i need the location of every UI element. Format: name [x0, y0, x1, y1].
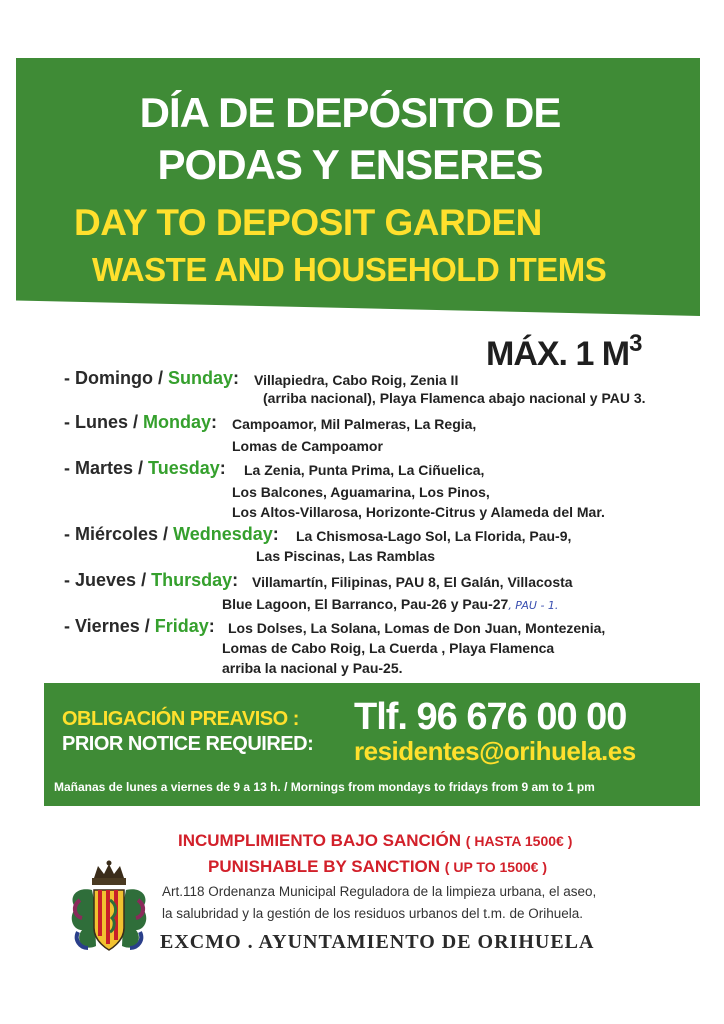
day-label-friday: - Viernes / Friday:: [64, 616, 215, 636]
handwritten-note: , PAU - 1.: [508, 599, 559, 612]
day-areas-tuesday: La Zenia, Punta Prima, La Ciñuelica,: [244, 462, 485, 478]
title-english-line1: DAY TO DEPOSIT GARDEN: [74, 202, 542, 243]
title-english-line2: WASTE AND HOUSEHOLD ITEMS: [92, 251, 607, 288]
office-hours: Mañanas de lunes a viernes de 9 a 13 h. / Mornings from mondays to fridays from 9 am to 1 pm: [54, 780, 595, 794]
day-areas-thursday: Blue Lagoon, El Barranco, Pau-26 y Pau-27, PAU - 1.: [222, 596, 559, 612]
day-areas-wednesday: Las Piscinas, Las Ramblas: [256, 548, 435, 564]
day-areas-wednesday: La Chismosa-Lago Sol, La Florida, Pau-9,: [296, 528, 572, 544]
regulation-line1: Art.118 Ordenanza Municipal Reguladora de la limpieza urbana, el aseo,: [162, 884, 597, 899]
day-label-thursday: - Jueves / Thursday:: [64, 570, 239, 590]
title-spanish-line2: PODAS Y ENSERES: [157, 141, 543, 188]
day-areas-thursday: Villamartín, Filipinas, PAU 8, El Galán, Villacosta: [252, 574, 573, 590]
authority-name: EXCMO . AYUNTAMIENTO DE ORIHUELA: [160, 931, 595, 953]
day-areas-monday: Lomas de Campoamor: [232, 438, 383, 454]
day-areas-friday: arriba la nacional y Pau-25.: [222, 660, 403, 676]
sanction-spanish: INCUMPLIMIENTO BAJO SANCIÓN ( HASTA 1500€ ): [178, 831, 573, 850]
title-spanish-line1: DÍA DE DEPÓSITO DE: [139, 89, 561, 136]
max-volume: [486, 330, 641, 374]
day-areas-sunday: (arriba nacional), Playa Flamenca abajo nacional y PAU 3.: [263, 390, 646, 406]
day-areas-friday: Los Dolses, La Solana, Lomas de Don Juan, Montezenia,: [228, 620, 606, 636]
day-label-sunday: - Domingo / Sunday:: [64, 368, 240, 388]
coat-of-arms-icon: [64, 860, 154, 960]
phone-number: Tlf. 96 676 00 00: [354, 696, 627, 738]
notice-label-english: PRIOR NOTICE REQUIRED:: [62, 733, 314, 755]
notice-label-spanish: OBLIGACIÓN PREAVISO :: [62, 708, 299, 730]
day-areas-friday: Lomas de Cabo Roig, La Cuerda , Playa Flamenca: [222, 640, 555, 656]
day-label-monday: - Lunes / Monday:: [64, 412, 218, 432]
day-areas-tuesday: Los Balcones, Aguamarina, Los Pinos,: [232, 484, 490, 500]
sanction-english: PUNISHABLE BY SANCTION ( UP TO 1500€ ): [208, 857, 547, 876]
day-label-wednesday: - Miércoles / Wednesday:: [64, 524, 279, 544]
max-volume-exponent: 3: [629, 330, 642, 357]
max-volume-label: MÁX. 1 M: [486, 335, 630, 373]
regulation-line2: la salubridad y la gestión de los residuos urbanos del t.m. de Orihuela.: [162, 906, 583, 921]
day-areas-monday: Campoamor, Mil Palmeras, La Regia,: [232, 416, 477, 432]
day-label-tuesday: - Martes / Tuesday:: [64, 458, 226, 478]
day-areas-tuesday: Los Altos-Villarosa, Horizonte-Citrus y Alameda del Mar.: [232, 504, 605, 520]
email-address: residentes@orihuela.es: [354, 736, 636, 766]
day-areas-sunday: Villapiedra, Cabo Roig, Zenia II: [254, 372, 459, 388]
